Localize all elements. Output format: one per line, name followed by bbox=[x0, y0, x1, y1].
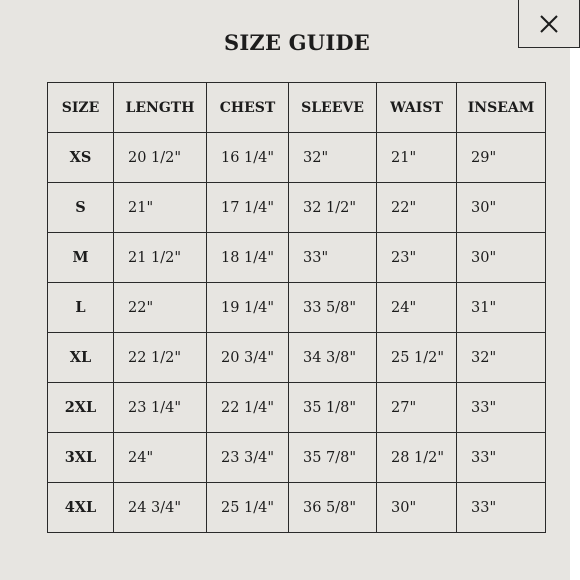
waist-cell: 24" bbox=[377, 283, 457, 333]
inseam-cell: 33" bbox=[457, 383, 546, 433]
inseam-cell: 31" bbox=[457, 283, 546, 333]
chest-cell: 22 1/4" bbox=[207, 383, 289, 433]
sleeve-cell: 35 1/8" bbox=[289, 383, 377, 433]
size-table bbox=[47, 82, 546, 533]
header-inseam: INSEAM bbox=[457, 83, 546, 133]
chest-cell: 23 3/4" bbox=[207, 433, 289, 483]
inseam-cell: 32" bbox=[457, 333, 546, 383]
length-cell: 21" bbox=[114, 183, 207, 233]
sleeve-cell: 34 3/8" bbox=[289, 333, 377, 383]
length-cell: 22" bbox=[114, 283, 207, 333]
table-row bbox=[48, 433, 546, 483]
table-header-row bbox=[48, 83, 546, 133]
sleeve-cell: 32" bbox=[289, 133, 377, 183]
waist-cell: 27" bbox=[377, 383, 457, 433]
table-row bbox=[48, 383, 546, 433]
size-label: XS bbox=[48, 133, 114, 183]
waist-cell: 22" bbox=[377, 183, 457, 233]
waist-cell: 23" bbox=[377, 233, 457, 283]
header-sleeve: SLEEVE bbox=[289, 83, 377, 133]
length-cell: 23 1/4" bbox=[114, 383, 207, 433]
chest-cell: 17 1/4" bbox=[207, 183, 289, 233]
length-cell: 21 1/2" bbox=[114, 233, 207, 283]
length-cell: 24" bbox=[114, 433, 207, 483]
waist-cell: 25 1/2" bbox=[377, 333, 457, 383]
sleeve-cell: 33" bbox=[289, 233, 377, 283]
inseam-cell: 29" bbox=[457, 133, 546, 183]
chest-cell: 25 1/4" bbox=[207, 483, 289, 533]
sleeve-cell: 32 1/2" bbox=[289, 183, 377, 233]
size-label: 4XL bbox=[48, 483, 114, 533]
size-label: L bbox=[48, 283, 114, 333]
length-cell: 22 1/2" bbox=[114, 333, 207, 383]
sleeve-cell: 35 7/8" bbox=[289, 433, 377, 483]
header-waist: WAIST bbox=[377, 83, 457, 133]
close-x-icon bbox=[539, 14, 559, 34]
close-button[interactable] bbox=[518, 0, 580, 48]
inseam-cell: 30" bbox=[457, 233, 546, 283]
size-label: XL bbox=[48, 333, 114, 383]
table-row bbox=[48, 283, 546, 333]
header-size: SIZE bbox=[48, 83, 114, 133]
chest-cell: 20 3/4" bbox=[207, 333, 289, 383]
length-cell: 24 3/4" bbox=[114, 483, 207, 533]
table-row bbox=[48, 183, 546, 233]
waist-cell: 28 1/2" bbox=[377, 433, 457, 483]
waist-cell: 30" bbox=[377, 483, 457, 533]
chest-cell: 19 1/4" bbox=[207, 283, 289, 333]
size-label: 3XL bbox=[48, 433, 114, 483]
size-label: M bbox=[48, 233, 114, 283]
modal-title: SIZE GUIDE bbox=[224, 30, 370, 55]
inseam-cell: 30" bbox=[457, 183, 546, 233]
size-label: 2XL bbox=[48, 383, 114, 433]
table-row bbox=[48, 233, 546, 283]
sleeve-cell: 36 5/8" bbox=[289, 483, 377, 533]
table-row bbox=[48, 133, 546, 183]
inseam-cell: 33" bbox=[457, 483, 546, 533]
length-cell: 20 1/2" bbox=[114, 133, 207, 183]
size-label: S bbox=[48, 183, 114, 233]
header-chest: CHEST bbox=[207, 83, 289, 133]
waist-cell: 21" bbox=[377, 133, 457, 183]
table-row bbox=[48, 333, 546, 383]
header-length: LENGTH bbox=[114, 83, 207, 133]
inseam-cell: 33" bbox=[457, 433, 546, 483]
table-row bbox=[48, 483, 546, 533]
chest-cell: 18 1/4" bbox=[207, 233, 289, 283]
chest-cell: 16 1/4" bbox=[207, 133, 289, 183]
sleeve-cell: 33 5/8" bbox=[289, 283, 377, 333]
